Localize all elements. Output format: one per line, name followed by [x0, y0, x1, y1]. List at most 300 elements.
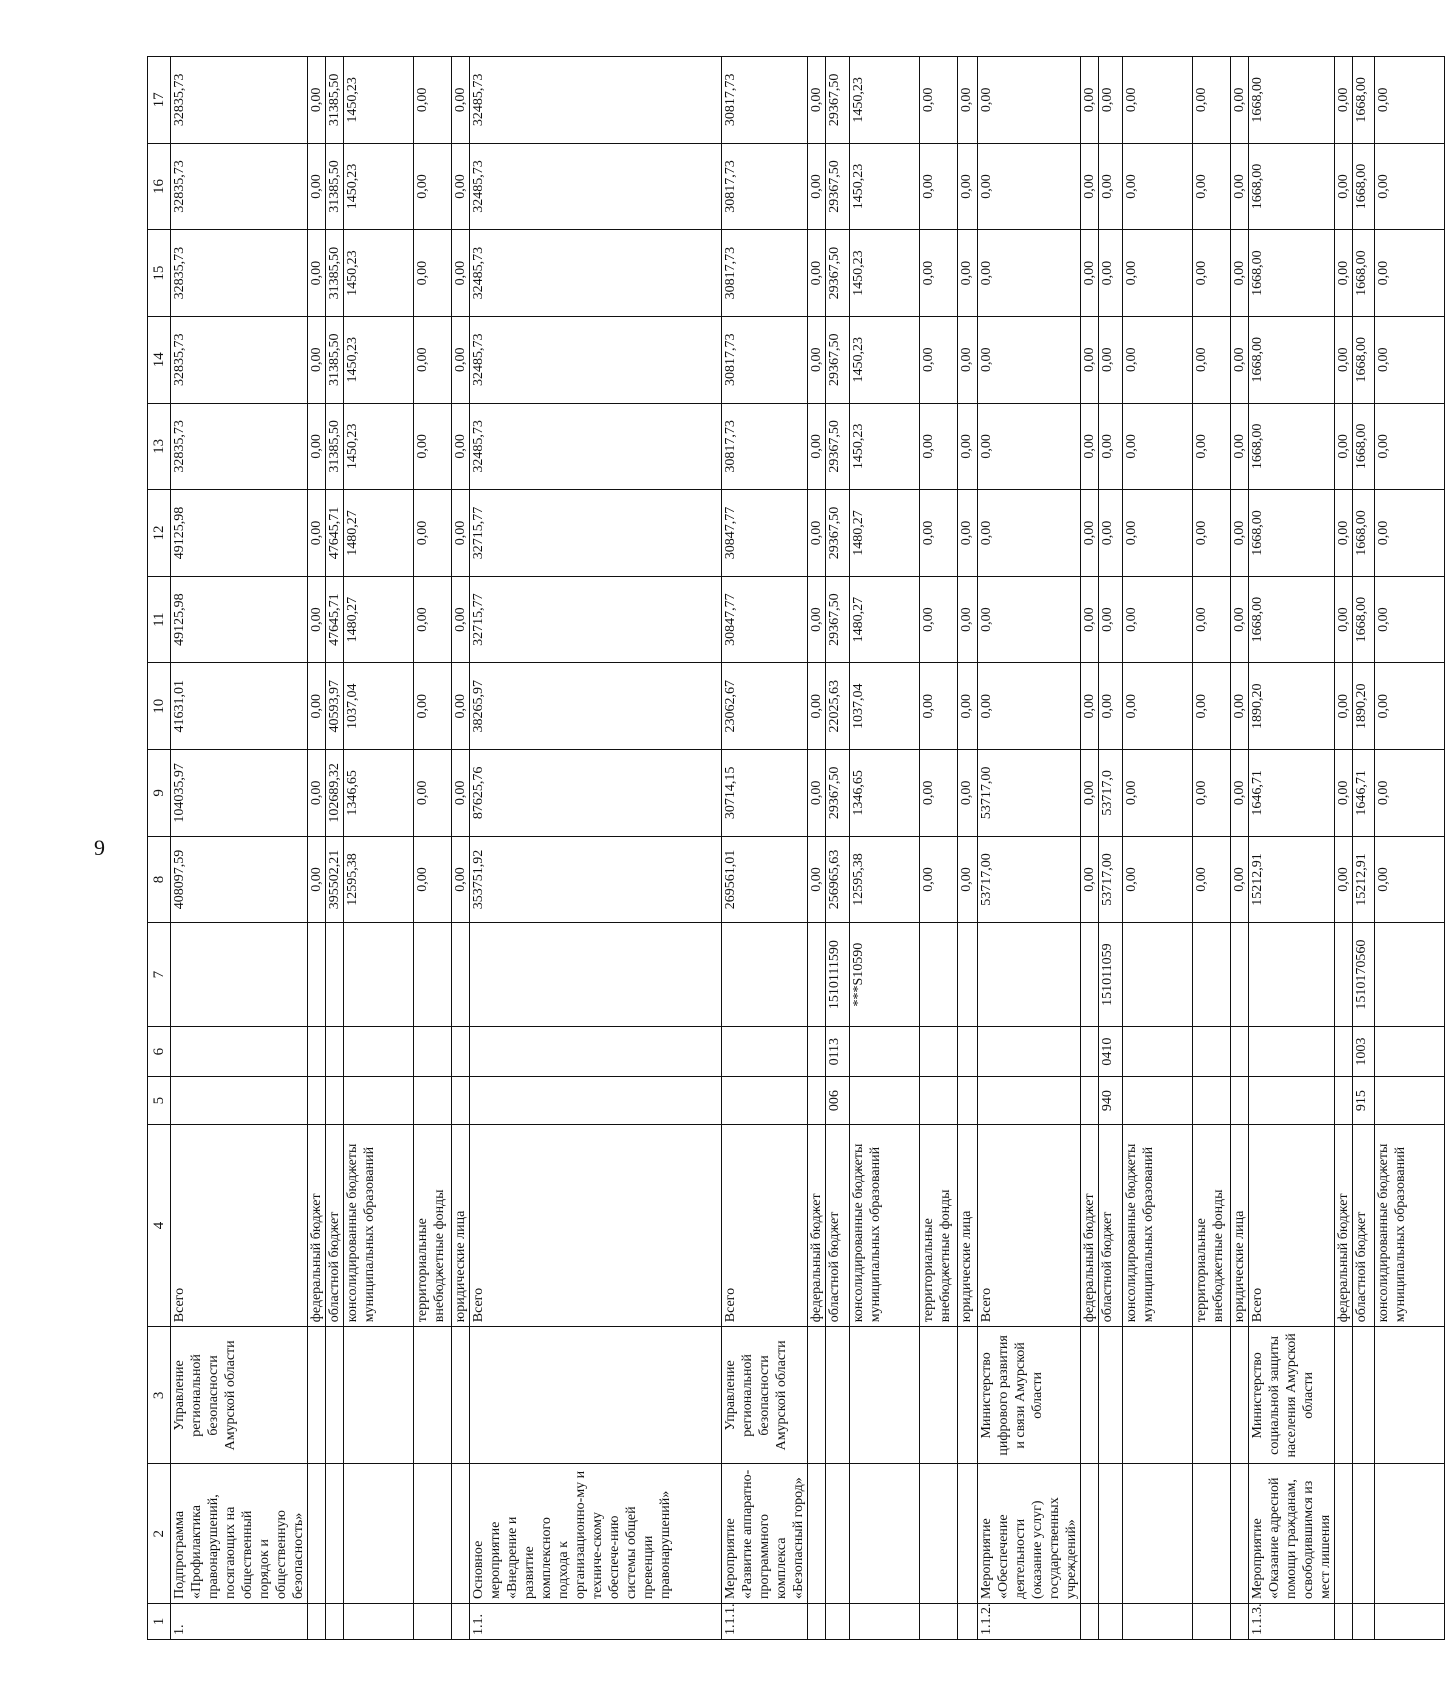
table-cell: 0,00	[1375, 663, 1445, 750]
table-cell: 32485,73	[470, 143, 722, 230]
table-cell: 0,00	[808, 490, 826, 577]
table-cell: 1668,00	[1353, 57, 1375, 144]
table-cell: 1037,04	[344, 663, 414, 750]
table-cell	[808, 1327, 826, 1464]
table-cell	[452, 1026, 470, 1077]
table-cell: 0,00	[1193, 403, 1231, 490]
header-cell: 4	[148, 1124, 171, 1327]
table-cell: 0,00	[1231, 57, 1249, 144]
table-cell: 1450,23	[344, 316, 414, 403]
table-cell: 0113	[826, 1026, 850, 1077]
table-cell	[1099, 1327, 1123, 1464]
table-cell	[452, 1464, 470, 1604]
table-cell: 0,00	[452, 836, 470, 923]
table-cell: Всего	[1249, 1124, 1335, 1327]
table-cell: 104035,97	[171, 750, 308, 837]
table-cell	[850, 1604, 920, 1640]
table-cell: 940	[1099, 1077, 1123, 1124]
header-cell: 5	[148, 1077, 171, 1124]
table-cell: 0,00	[1123, 490, 1193, 577]
table-cell	[808, 923, 826, 1027]
table-cell: 0,00	[808, 143, 826, 230]
table-row	[1353, 57, 1375, 1640]
table-cell: 0,00	[1081, 57, 1099, 144]
table-cell: 0,00	[308, 576, 326, 663]
table-cell: 32715,77	[470, 490, 722, 577]
table-cell	[1375, 923, 1445, 1027]
table-cell	[978, 923, 1081, 1027]
table-cell	[1081, 1604, 1099, 1640]
table-cell: 0,00	[920, 403, 958, 490]
table-cell	[722, 1026, 808, 1077]
table-cell: 0,00	[1335, 750, 1353, 837]
table-cell: 12595,38	[344, 836, 414, 923]
table-cell: 53717,00	[978, 750, 1081, 837]
table-cell: юридические лица	[958, 1124, 978, 1327]
table-row	[826, 57, 850, 1640]
table-cell	[1081, 923, 1099, 1027]
table-cell: 1646,71	[1353, 750, 1375, 837]
table-cell: 1668,00	[1249, 57, 1335, 144]
table-cell	[1249, 1077, 1335, 1124]
table-cell: 29367,50	[826, 230, 850, 317]
table-cell: 0,00	[1123, 57, 1193, 144]
table-cell: 0,00	[1193, 316, 1231, 403]
table-cell: 0,00	[308, 57, 326, 144]
table-cell: областной бюджет	[826, 1124, 850, 1327]
table-cell: 0,00	[978, 576, 1081, 663]
table-cell: Всего	[978, 1124, 1081, 1327]
table-cell: 1668,00	[1249, 316, 1335, 403]
table-cell: 0,00	[414, 316, 452, 403]
table-cell: 0,00	[1335, 57, 1353, 144]
table-cell: 0,00	[1375, 750, 1445, 837]
table-cell	[326, 1604, 344, 1640]
table-cell	[326, 1077, 344, 1124]
table-cell: 0,00	[958, 403, 978, 490]
table-cell: 1480,27	[850, 576, 920, 663]
table-row	[1335, 57, 1353, 1640]
table-cell	[308, 1464, 326, 1604]
table-cell: 0,00	[1375, 403, 1445, 490]
header-cell: 10	[148, 663, 171, 750]
table-cell	[1375, 1026, 1445, 1077]
table-cell: 0,00	[920, 316, 958, 403]
table-cell: 0,00	[1081, 143, 1099, 230]
table-cell: 0,00	[452, 750, 470, 837]
table-cell: 0,00	[1081, 403, 1099, 490]
table-cell: 0,00	[452, 143, 470, 230]
header-cell: 3	[148, 1327, 171, 1464]
table-cell: 0,00	[958, 316, 978, 403]
table-cell	[1335, 1464, 1353, 1604]
table-cell: 15212,91	[1353, 836, 1375, 923]
table-cell: 0,00	[1081, 576, 1099, 663]
table-cell: 0,00	[808, 576, 826, 663]
table-row	[850, 57, 920, 1640]
table-cell: 29367,50	[826, 316, 850, 403]
table-cell: юридические лица	[1231, 1124, 1249, 1327]
table-cell: 1450,23	[850, 143, 920, 230]
table-cell: 151011059	[1099, 923, 1123, 1027]
table-cell: 0,00	[808, 663, 826, 750]
table-cell: 0,00	[308, 750, 326, 837]
table-cell	[344, 923, 414, 1027]
table-cell	[1375, 1464, 1445, 1604]
table-cell: 0,00	[1123, 403, 1193, 490]
table-cell: 1.1.1.	[722, 1604, 808, 1640]
table-cell: 0,00	[452, 230, 470, 317]
table-cell: 0,00	[958, 490, 978, 577]
table-cell	[308, 1026, 326, 1077]
table-cell: 49125,98	[171, 490, 308, 577]
table-cell	[171, 1026, 308, 1077]
table-cell: 0,00	[1375, 143, 1445, 230]
table-cell: 102689,32	[326, 750, 344, 837]
table-cell: юридические лица	[452, 1124, 470, 1327]
table-cell: 0,00	[1193, 750, 1231, 837]
table-cell: 408097,59	[171, 836, 308, 923]
page-number: 9	[94, 835, 105, 860]
table-row	[1375, 57, 1445, 1640]
table-body	[171, 57, 1445, 1640]
table-row	[308, 57, 326, 1640]
table-cell	[850, 1077, 920, 1124]
table-cell	[1353, 1464, 1375, 1604]
table-cell: 1.	[171, 1604, 308, 1640]
table-cell	[1123, 1026, 1193, 1077]
table-cell: 40593,97	[326, 663, 344, 750]
table-cell: 29367,50	[826, 750, 850, 837]
table-cell	[1375, 1327, 1445, 1464]
table-cell: консолидированные бюджеты муниципальных образований	[1123, 1124, 1193, 1327]
table-cell	[414, 923, 452, 1027]
header-cell: 15	[148, 230, 171, 317]
table-cell: 0,00	[808, 403, 826, 490]
table-cell: 0,00	[1099, 143, 1123, 230]
table-cell	[1193, 1604, 1231, 1640]
table-cell	[344, 1077, 414, 1124]
table-cell: Министерство цифрового развития и связи Амурской области	[978, 1327, 1081, 1464]
table-cell	[1231, 1026, 1249, 1077]
table-cell: 0,00	[1193, 57, 1231, 144]
table-cell	[452, 1077, 470, 1124]
table-cell: 0,00	[978, 490, 1081, 577]
table-cell: 0,00	[1231, 750, 1249, 837]
table-cell	[1249, 923, 1335, 1027]
table-cell: 87625,76	[470, 750, 722, 837]
header-cell: 12	[148, 490, 171, 577]
table-cell: 0,00	[1099, 576, 1123, 663]
table-cell: 0,00	[1123, 750, 1193, 837]
table-row	[1099, 57, 1123, 1640]
table-cell	[1353, 1604, 1375, 1640]
table-cell: областной бюджет	[1353, 1124, 1375, 1327]
table-cell: 12595,38	[850, 836, 920, 923]
table-cell: 29367,50	[826, 576, 850, 663]
table-cell: областной бюджет	[326, 1124, 344, 1327]
table-cell	[1335, 1026, 1353, 1077]
table-cell: 1668,00	[1353, 230, 1375, 317]
table-cell: 1450,23	[344, 403, 414, 490]
header-cell: 7	[148, 923, 171, 1027]
table-cell: 0,00	[1231, 316, 1249, 403]
table-cell: 30847,77	[722, 490, 808, 577]
table-cell: 0,00	[920, 230, 958, 317]
table-cell: Всего	[470, 1124, 722, 1327]
table-cell: 0,00	[958, 663, 978, 750]
table-cell: 0,00	[414, 57, 452, 144]
table-cell: 0,00	[1231, 576, 1249, 663]
table-cell	[452, 1604, 470, 1640]
table-cell: 1668,00	[1249, 576, 1335, 663]
table-cell: 30817,73	[722, 57, 808, 144]
table-cell: 49125,98	[171, 576, 308, 663]
table-cell: 29367,50	[826, 403, 850, 490]
table-header-row	[148, 57, 171, 1640]
table-cell: 0,00	[308, 316, 326, 403]
table-cell: 30817,73	[722, 143, 808, 230]
table-cell	[308, 1077, 326, 1124]
table-cell: 0,00	[920, 57, 958, 144]
table-cell	[326, 1464, 344, 1604]
table-cell: 0,00	[1193, 230, 1231, 317]
table-cell	[414, 1026, 452, 1077]
table-cell: 0,00	[1335, 230, 1353, 317]
table-cell: 1668,00	[1249, 230, 1335, 317]
table-cell: 006	[826, 1077, 850, 1124]
table-cell: 0,00	[414, 663, 452, 750]
table-cell: 15212,91	[1249, 836, 1335, 923]
table-cell	[1231, 1464, 1249, 1604]
table-cell: консолидированные бюджеты муниципальных образований	[850, 1124, 920, 1327]
table-cell	[326, 1327, 344, 1464]
table-cell	[308, 1604, 326, 1640]
table-cell: 0,00	[414, 750, 452, 837]
table-cell	[1193, 1327, 1231, 1464]
table-cell: 0,00	[920, 576, 958, 663]
table-cell: 22025,63	[826, 663, 850, 750]
table-cell: консолидированные бюджеты муниципальных образований	[344, 1124, 414, 1327]
table-cell: 0,00	[452, 403, 470, 490]
table-cell: 0,00	[1193, 576, 1231, 663]
table-cell: 32835,73	[171, 403, 308, 490]
table-row	[808, 57, 826, 1640]
table-cell	[1123, 1077, 1193, 1124]
table-cell: 1668,00	[1353, 490, 1375, 577]
table-cell: 0,00	[958, 230, 978, 317]
table-cell: 41631,01	[171, 663, 308, 750]
table-cell	[1193, 1026, 1231, 1077]
table-cell: 0,00	[920, 143, 958, 230]
table-cell: 0,00	[978, 663, 1081, 750]
table-cell: 1450,23	[344, 143, 414, 230]
table-row	[344, 57, 414, 1640]
table-cell: 0,00	[414, 490, 452, 577]
table-cell: 0,00	[958, 57, 978, 144]
table-cell: 32835,73	[171, 316, 308, 403]
table-cell	[1123, 923, 1193, 1027]
table-cell	[978, 1026, 1081, 1077]
table-cell: 0,00	[1375, 836, 1445, 923]
table-cell	[326, 1026, 344, 1077]
table-cell: 1346,65	[344, 750, 414, 837]
table-cell	[326, 923, 344, 1027]
table-cell: 32485,73	[470, 57, 722, 144]
table-cell: 0,00	[978, 230, 1081, 317]
table-cell: территориальные внебюджетные фонды	[1193, 1124, 1231, 1327]
table-cell: 30817,73	[722, 316, 808, 403]
table-cell: 0,00	[1193, 663, 1231, 750]
table-cell	[414, 1604, 452, 1640]
table-cell: 0,00	[920, 836, 958, 923]
table-cell: 0,00	[1335, 143, 1353, 230]
table-cell: 30714,15	[722, 750, 808, 837]
table-cell: 1450,23	[344, 57, 414, 144]
table-cell: 0,00	[1081, 750, 1099, 837]
table-cell: 0,00	[1375, 490, 1445, 577]
table-cell	[1231, 923, 1249, 1027]
table-cell: 0,00	[808, 750, 826, 837]
table-cell	[826, 1464, 850, 1604]
table-cell: 0,00	[1099, 316, 1123, 403]
table-cell	[1081, 1327, 1099, 1464]
table-cell: 0,00	[1081, 663, 1099, 750]
table-cell	[1375, 1077, 1445, 1124]
table-cell: 1450,23	[850, 316, 920, 403]
table-cell: 1668,00	[1249, 490, 1335, 577]
table-cell	[308, 1327, 326, 1464]
table-cell: 353751,92	[470, 836, 722, 923]
table-cell	[1081, 1077, 1099, 1124]
table-cell: 30817,73	[722, 403, 808, 490]
table-cell: 0,00	[920, 750, 958, 837]
table-cell: Управление региональной безопасности Амурской области	[722, 1327, 808, 1464]
table-cell: 31385,50	[326, 403, 344, 490]
table-cell: 1450,23	[850, 230, 920, 317]
table-cell	[1123, 1327, 1193, 1464]
table-cell: 0410	[1099, 1026, 1123, 1077]
table-cell	[414, 1464, 452, 1604]
table-cell: 0,00	[1099, 490, 1123, 577]
header-cell: 13	[148, 403, 171, 490]
table-cell	[171, 1077, 308, 1124]
table-cell	[1099, 1464, 1123, 1604]
table-cell: 0,00	[1335, 490, 1353, 577]
table-row	[722, 57, 808, 1640]
table-cell	[1249, 1026, 1335, 1077]
table-cell: 47645,71	[326, 490, 344, 577]
table-row	[1193, 57, 1231, 1640]
table-cell: 1668,00	[1249, 143, 1335, 230]
table-cell: 0,00	[308, 230, 326, 317]
table-cell: консолидированные бюджеты муниципальных образований	[1375, 1124, 1445, 1327]
table-cell: 0,00	[1335, 663, 1353, 750]
table-row	[326, 57, 344, 1640]
header-cell: 2	[148, 1464, 171, 1604]
table-cell: 0,00	[1123, 143, 1193, 230]
table-cell: 0,00	[1123, 663, 1193, 750]
table-cell	[470, 1327, 722, 1464]
table-cell: 1510111590	[826, 923, 850, 1027]
table-cell: 0,00	[1335, 836, 1353, 923]
table-cell	[470, 923, 722, 1027]
table-cell: 53717,00	[1099, 836, 1123, 923]
table-cell	[826, 1327, 850, 1464]
table-cell: 0,00	[978, 316, 1081, 403]
table-cell: 0,00	[1231, 230, 1249, 317]
table-cell: 0,00	[452, 316, 470, 403]
table-cell: 1480,27	[850, 490, 920, 577]
table-cell: федеральный бюджет	[1335, 1124, 1353, 1327]
table-cell	[722, 923, 808, 1027]
table-cell: 0,00	[1099, 663, 1123, 750]
table-cell: 31385,50	[326, 230, 344, 317]
table-cell: 0,00	[920, 490, 958, 577]
table-cell: 29367,50	[826, 143, 850, 230]
table-cell	[958, 923, 978, 1027]
table-row	[958, 57, 978, 1640]
table-cell	[470, 1026, 722, 1077]
table-cell: Всего	[722, 1124, 808, 1327]
table-cell: Мероприятие «Оказание адресной помощи гражданам, освободившимся из мест лишения	[1249, 1464, 1335, 1604]
table-cell: 31385,50	[326, 316, 344, 403]
table-cell: 0,00	[308, 143, 326, 230]
table-cell: 1480,27	[344, 490, 414, 577]
table-cell	[1353, 1327, 1375, 1464]
table-cell: 0,00	[1231, 836, 1249, 923]
table-cell: 1.1.3.	[1249, 1604, 1335, 1640]
table-cell: 0,00	[1099, 57, 1123, 144]
table-cell	[920, 1464, 958, 1604]
table-row	[1231, 57, 1249, 1640]
table-cell: 32835,73	[171, 57, 308, 144]
table-cell	[1335, 1604, 1353, 1640]
table-cell	[808, 1604, 826, 1640]
table-cell	[1335, 1077, 1353, 1124]
table-cell: 1668,00	[1353, 403, 1375, 490]
table-cell	[470, 1077, 722, 1124]
header-cell: 6	[148, 1026, 171, 1077]
table-cell: 269561,01	[722, 836, 808, 923]
table-cell: 1.1.	[470, 1604, 722, 1640]
table-cell: 0,00	[1335, 316, 1353, 403]
table-cell	[920, 1327, 958, 1464]
table-cell	[1081, 1464, 1099, 1604]
table-cell: 0,00	[308, 490, 326, 577]
table-cell	[1231, 1077, 1249, 1124]
table-cell: 395502,21	[326, 836, 344, 923]
table-cell	[920, 1077, 958, 1124]
table-cell: 0,00	[1123, 836, 1193, 923]
table-cell: 0,00	[978, 143, 1081, 230]
table-cell: 32485,73	[470, 316, 722, 403]
table-cell	[958, 1327, 978, 1464]
table-cell	[920, 1604, 958, 1640]
table-cell: 1450,23	[344, 230, 414, 317]
table-cell: 0,00	[452, 576, 470, 663]
table-cell: 53717,0	[1099, 750, 1123, 837]
table-cell: 0,00	[958, 836, 978, 923]
table-cell: 0,00	[1375, 576, 1445, 663]
table-cell	[850, 1464, 920, 1604]
table-row	[414, 57, 452, 1640]
table-cell	[850, 1327, 920, 1464]
table-cell: 0,00	[1193, 836, 1231, 923]
table-cell: 0,00	[1231, 663, 1249, 750]
table-row	[171, 57, 308, 1640]
table-cell: 1510170560	[1353, 923, 1375, 1027]
